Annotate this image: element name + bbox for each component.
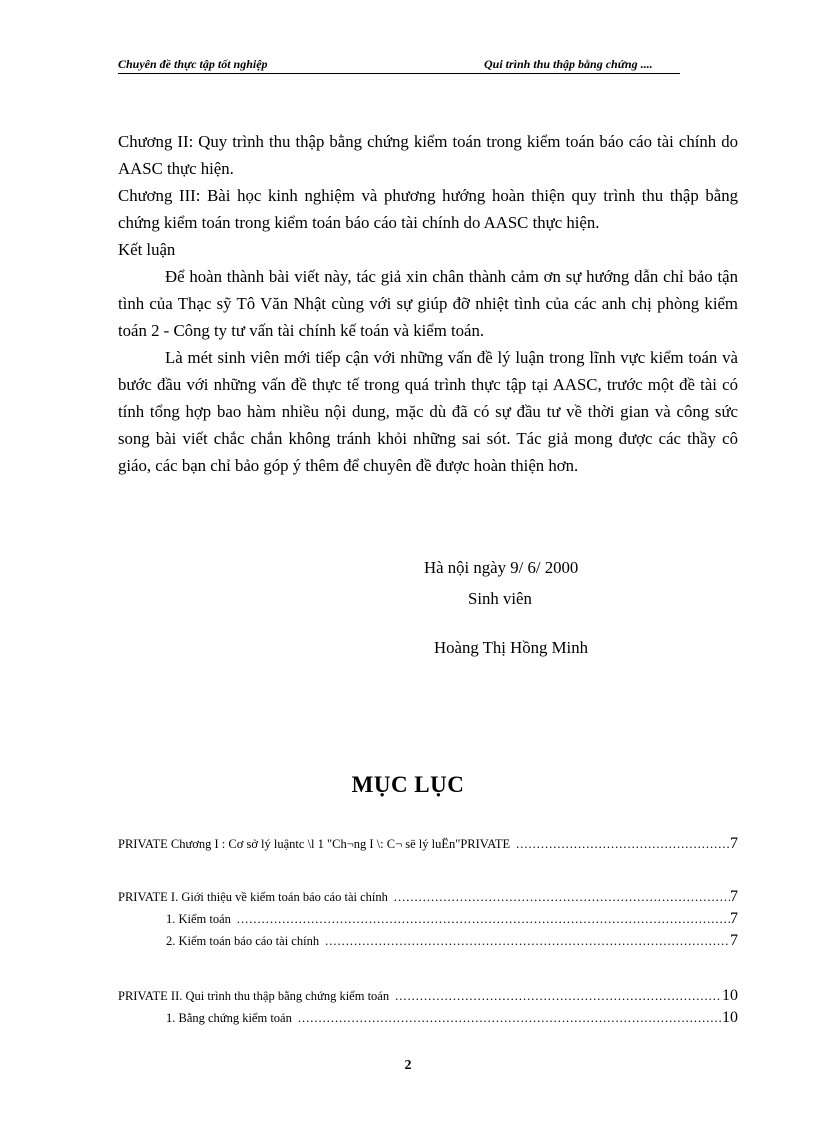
body-text (118, 128, 738, 479)
toc-leader-dots (237, 912, 730, 927)
toc-leader-dots (516, 837, 730, 852)
paragraph-chapter-3: Chương III: Bài học kinh nghiệm và phương hướng hoàn thiện quy trình thu thập bằng chứng kiểm toán trong kiểm toán báo cáo tài chính do AASC thực hiện. (118, 186, 738, 232)
paragraph-disclaimer: Là mét sinh viên mới tiếp cận với những vấn đề lý luận trong lĩnh vực kiểm toán và bước đầu với những vấn đề thực tế trong quá trình thực tập tại AASC, trước một đề tài có tính tổng hợp bao hàm nhiều nội dung, mặc dù đã có sự đầu tư về thời gian và công sức song bài viết chắc chắn không tránh khỏi những sai sót. Tác giả mong được các thầy cô giáo, các bạn chỉ bảo góp ý thêm để chuyên đề được hoàn thiện hơn. (118, 348, 738, 475)
paragraph-chapter-2: Chương II: Quy trình thu thập bằng chứng kiểm toán trong kiểm toán báo cáo tài chính do AASC thực hiện. (118, 132, 738, 178)
toc-entry[interactable] (118, 888, 738, 906)
toc-entry[interactable] (118, 835, 738, 853)
paragraph-conclusion-heading: Kết luận (118, 240, 176, 259)
toc-entry[interactable] (166, 1009, 738, 1027)
toc-entry-label: PRIVATE Chương I : Cơ sở lý luậntc \l 1 "Ch¬ng I \: C¬ së lý luËn"PRIVATE (118, 837, 511, 851)
toc-leader-dots (395, 989, 722, 1004)
toc-leader-dots (325, 934, 730, 949)
header-right-text: Qui trình thu thập bằng chứng .... (484, 57, 653, 71)
toc-entry-page: 10 (722, 1009, 738, 1026)
toc-entry-page: 7 (730, 888, 738, 905)
page-number: 2 (404, 1058, 412, 1073)
toc-entry-label: PRIVATE II. Qui trình thu thập bằng chứng kiểm toán (118, 989, 390, 1003)
toc-entry-label: PRIVATE I. Giới thiệu về kiểm toán báo cáo tài chính (118, 890, 388, 904)
toc-entry-label: 1. Bằng chứng kiểm toán (166, 1011, 292, 1025)
toc-entry-page: 10 (722, 987, 738, 1004)
toc-leader-dots (394, 890, 730, 905)
paragraph-acknowledgement: Để hoàn thành bài viết này, tác giả xin chân thành cảm ơn sự hướng dẫn chỉ bảo tận tình của Thạc sỹ Tô Văn Nhật cùng với sự giúp đỡ nhiệt tình của các anh chị phòng kiểm toán 2 - Công ty tư vấn tài chính kế toán và kiểm toán. (118, 267, 738, 340)
toc-entry[interactable] (118, 987, 738, 1005)
header-rule (118, 73, 680, 74)
toc-leader-dots (298, 1011, 722, 1026)
toc-entry[interactable] (166, 910, 738, 928)
toc-entry-label: 2. Kiểm toán báo cáo tài chính (166, 934, 320, 948)
signature-role: Sinh viên (468, 589, 532, 608)
signature-place-date: Hà nội ngày 9/ 6/ 2000 (424, 558, 579, 577)
toc-entry-page: 7 (730, 835, 738, 852)
toc-entry-page: 7 (730, 910, 738, 927)
toc-entry-page: 7 (730, 932, 738, 949)
toc-entry-label: 1. Kiểm toán (166, 912, 231, 926)
toc-title: MỤC LỤC (351, 772, 465, 797)
header-left-text: Chuyên đề thực tập tốt nghiệp (118, 57, 268, 71)
signature-name: Hoàng Thị Hồng Minh (434, 638, 588, 657)
toc-entry[interactable] (166, 932, 738, 950)
